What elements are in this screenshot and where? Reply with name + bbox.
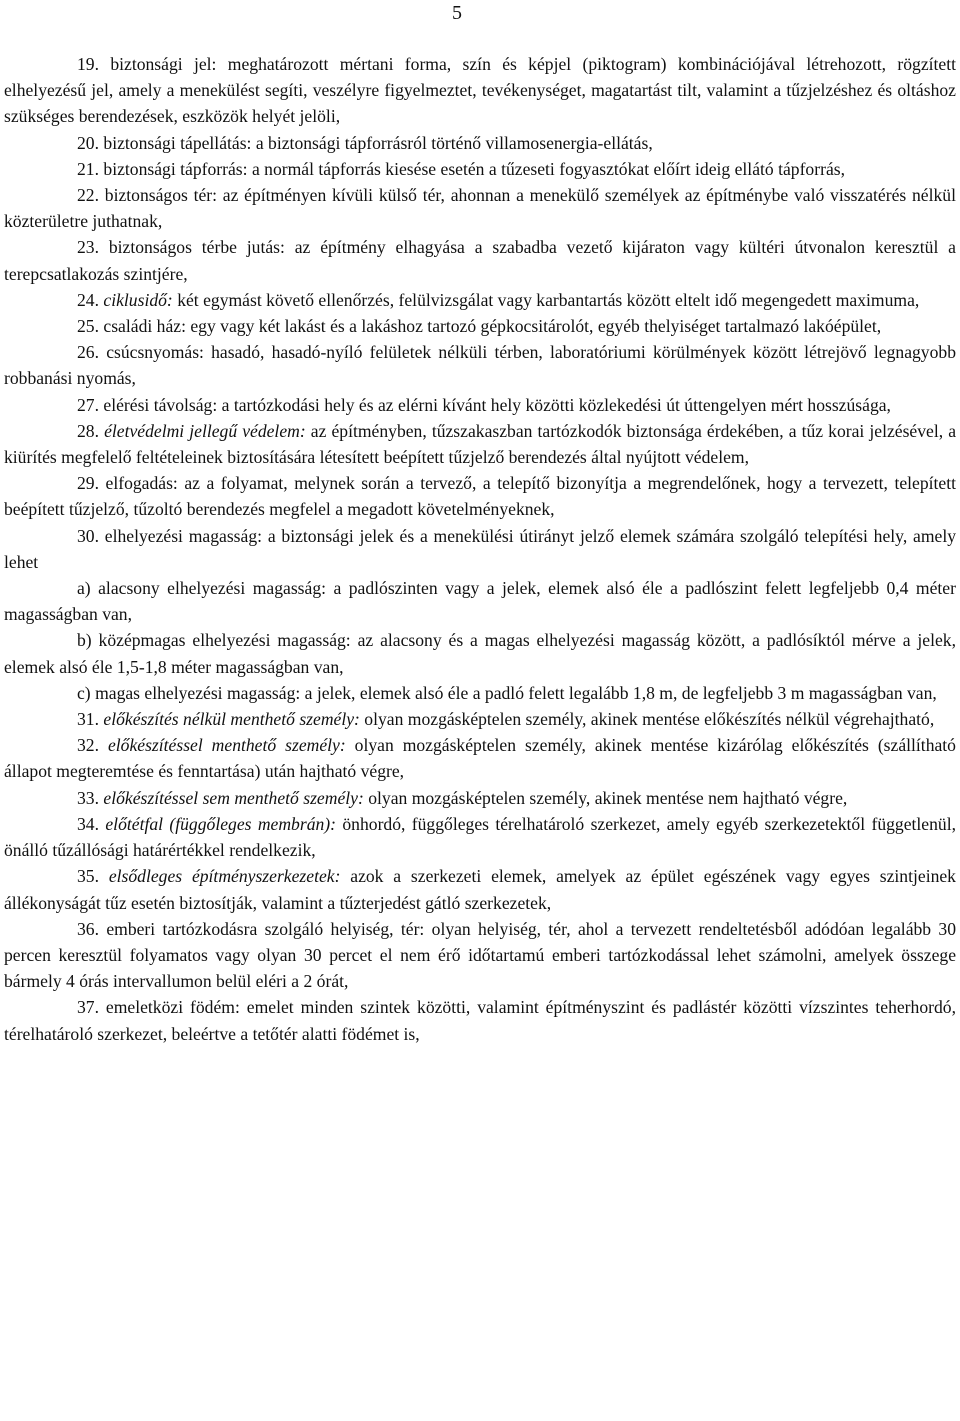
paragraph-number: 19. — [77, 54, 99, 74]
definition-paragraph — [4, 575, 956, 627]
definition-text: alacsony elhelyezési magasság: a padlószinten vagy a jelek, elemek alsó éle a padlószint felett legfeljebb 0,4 méter magasságban van, — [4, 578, 956, 625]
paragraph-number: 29. — [77, 473, 99, 494]
paragraph-number: 33. — [77, 787, 99, 808]
definition-text: olyan mozgásképtelen személy, akinek mentése nem hajtható végre, — [363, 787, 848, 808]
definition-paragraph — [4, 470, 956, 522]
definition-text: a biztonsági jelek és a menekülési útirányt jelző elemek számára szolgáló telepítési hely, amely lehet — [4, 525, 956, 572]
definition-text: olyan mozgásképtelen személy, akinek mentése előkészítés nélkül végrehajtható, — [359, 709, 935, 730]
defined-term: biztonságos tér: — [104, 185, 218, 206]
definition-text: hasadó, hasadó-nyíló felületek nélküli térben, laboratóriumi körülmények között létrejövő legnagyobb robbanási nyomás, — [4, 342, 956, 389]
defined-term: előkészítés nélkül menthető személy: — [103, 709, 360, 730]
defined-term: elsődleges építményszerkezetek: — [108, 866, 341, 887]
defined-term: biztonsági tápforrás: — [103, 158, 248, 179]
defined-term: emberi tartózkodásra szolgáló helyiség, tér: — [106, 918, 425, 939]
paragraph-number: a) — [77, 578, 91, 599]
paragraph-number: c) — [77, 682, 91, 703]
definition-paragraph — [4, 130, 956, 156]
paragraph-number: 28. — [77, 420, 99, 441]
defined-term: ciklusidő: — [103, 289, 173, 310]
definition-text: önhordó, függőleges térelhatároló szerkezet, amely egyéb szerkezetektől függetlenül, önálló tűzállósági határértékkel rendelkezik, — [4, 813, 956, 861]
paragraph-number: 24. — [77, 289, 99, 310]
paragraph-number: 22. — [77, 185, 99, 206]
defined-term: elfogadás: — [105, 473, 178, 494]
definition-text: az építményben, tűzszakaszban tartózkodók biztonsága érdekében, a tűz korai jelzésével, a kiürítés megfelelő feltételeinek biztosítására létesített beépített tűzjelző berendezés által nyújtott védelem, — [4, 420, 957, 468]
definition-paragraph — [4, 706, 956, 732]
defined-term: emeletközi födém: — [105, 997, 240, 1018]
defined-term: biztonságos térbe jutás: — [108, 237, 285, 258]
definition-paragraph — [4, 680, 956, 706]
definition-paragraph — [4, 287, 956, 313]
defined-term: előkészítéssel menthető személy: — [107, 735, 346, 756]
definition-paragraph — [4, 994, 956, 1046]
defined-term: biztonsági tápellátás: — [103, 132, 252, 153]
defined-term: csúcsnyomás: — [106, 342, 204, 363]
definition-paragraph — [4, 627, 956, 679]
definition-text: a normál tápforrás kiesése esetén a tűzeseti fogyasztókat előírt ideig ellátó tápforrás, — [247, 158, 846, 179]
definition-text: meghatározott mértani forma, szín és képjel (piktogram) kombinációjával létrehozott, rögzített elhelyezésű jel, amely a menekülést segíti, veszélyre figyelmeztet, tevékenységet, magatartást tilt, valamint a tűzjelzéshez és oltáshoz szükséges berendezések, eszközök helyét jelöli, — [4, 54, 956, 127]
defined-term: életvédelmi jellegű védelem: — [104, 420, 306, 441]
definition-text: az a folyamat, melynek során a tervező, a telepítő bizonyítja a megrendelőnek, hogy a tervezett, telepített beépített tűzjelző, tűzoltó berendezés megfelel a megadott követelményeknek, — [4, 473, 956, 520]
paragraph-number: 25. — [77, 316, 99, 337]
paragraph-number: 23. — [77, 237, 99, 258]
definition-text: a biztonsági tápforrásról történő villamosenergia-ellátás, — [251, 132, 653, 153]
paragraph-number: 26. — [77, 342, 99, 363]
definition-text: olyan helyiség, tér, ahol a tervezett rendeltetésből adódóan legalább 30 percen keresztül folyamatos vagy olyan 30 percet el nem érő időtartamú emberi tartózkodással lehet számolni, amelyek összege bármely 4 órás intervallumon belül eléri a 2 órát, — [4, 918, 957, 992]
paragraph-number: 30. — [77, 525, 99, 546]
paragraph-number: 32. — [77, 735, 99, 756]
paragraph-number: 21. — [77, 158, 99, 179]
defined-term: előkészítéssel sem menthető személy: — [103, 787, 364, 808]
definition-text: az építmény elhagyása a szabadba vezető kijáraton vagy kültéri útvonalon keresztül a terepcsatlakozás szintjére, — [4, 237, 956, 284]
definition-paragraph — [4, 732, 956, 784]
definition-text: olyan mozgásképtelen személy, akinek mentése kizárólag előkészítés (szállítható állapot megteremtése és fenntartása) után hajtható végre, — [4, 735, 956, 782]
paragraph-number: 27. — [77, 394, 99, 415]
definition-paragraph — [4, 51, 956, 130]
defined-term: családi ház: — [103, 316, 186, 337]
definition-paragraph — [4, 811, 956, 863]
definition-text: magas elhelyezési magasság: a jelek, elemek alsó éle a padló felett legalább 1,8 m, de legfeljebb 3 m magasságban van, — [95, 682, 937, 703]
definition-text: középmagas elhelyezési magasság: az alacsony és a magas elhelyezési magasság között, a padlósíktól mérve a jelek, elemek alsó éle 1,5-1,8 méter magasságban van, — [4, 630, 956, 677]
definition-paragraph — [4, 863, 956, 915]
definition-text: a tartózkodási hely és az elérni kívánt hely közötti közlekedési út úttengelyen mért hosszúsága, — [217, 394, 891, 415]
paragraph-number: 37. — [77, 997, 99, 1018]
definition-text: egy vagy két lakást és a lakáshoz tartozó gépkocsitárolót, egyéb thelyiséget tartalmazó lakóépület, — [185, 316, 882, 337]
definition-paragraph — [4, 182, 956, 234]
definition-text: az építményen kívüli külső tér, ahonnan a menekülő személyek az építménybe való visszatérés nélkül közterületre juthatnak, — [4, 185, 956, 232]
definition-paragraph — [4, 785, 956, 811]
definition-text: két egymást követő ellenőrzés, felülvizsgálat vagy karbantartás között eltelt idő megengedett maximuma, — [172, 289, 920, 310]
paragraph-number: 35. — [77, 866, 99, 887]
definition-text: emelet minden szintek közötti, valamint építményszint és padlástér közötti vízszintes teherhordó, térelhatároló szerkezet, beleértve a tetőtér alatti födémet is, — [4, 997, 956, 1044]
definition-paragraph — [4, 523, 956, 575]
paragraph-number: 31. — [77, 709, 99, 730]
paragraph-number: 34. — [77, 813, 99, 834]
definition-paragraph — [4, 418, 956, 470]
definition-paragraph — [4, 313, 956, 339]
defined-term: elhelyezési magasság: — [104, 525, 263, 546]
definition-paragraph — [4, 392, 956, 418]
definition-paragraph — [4, 339, 956, 391]
document-body — [4, 51, 956, 1047]
defined-term: elérési távolság: — [103, 394, 218, 415]
definition-paragraph — [4, 156, 956, 182]
paragraph-number: 36. — [77, 918, 99, 939]
definition-paragraph — [4, 234, 956, 286]
page-number: 5 — [452, 2, 462, 24]
paragraph-number: b) — [77, 630, 92, 651]
defined-term: előtétfal (függőleges membrán): — [105, 813, 337, 834]
defined-term: biztonsági jel: — [110, 54, 217, 74]
paragraph-number: 20. — [77, 132, 99, 153]
definition-paragraph — [4, 916, 956, 995]
definition-text: azok a szerkezeti elemek, amelyek az épület egészének vagy egyes szintjeinek állékonyságát tűz esetén biztosítják, valamint a tűzterjedést gátló szerkezetek, — [4, 866, 956, 913]
